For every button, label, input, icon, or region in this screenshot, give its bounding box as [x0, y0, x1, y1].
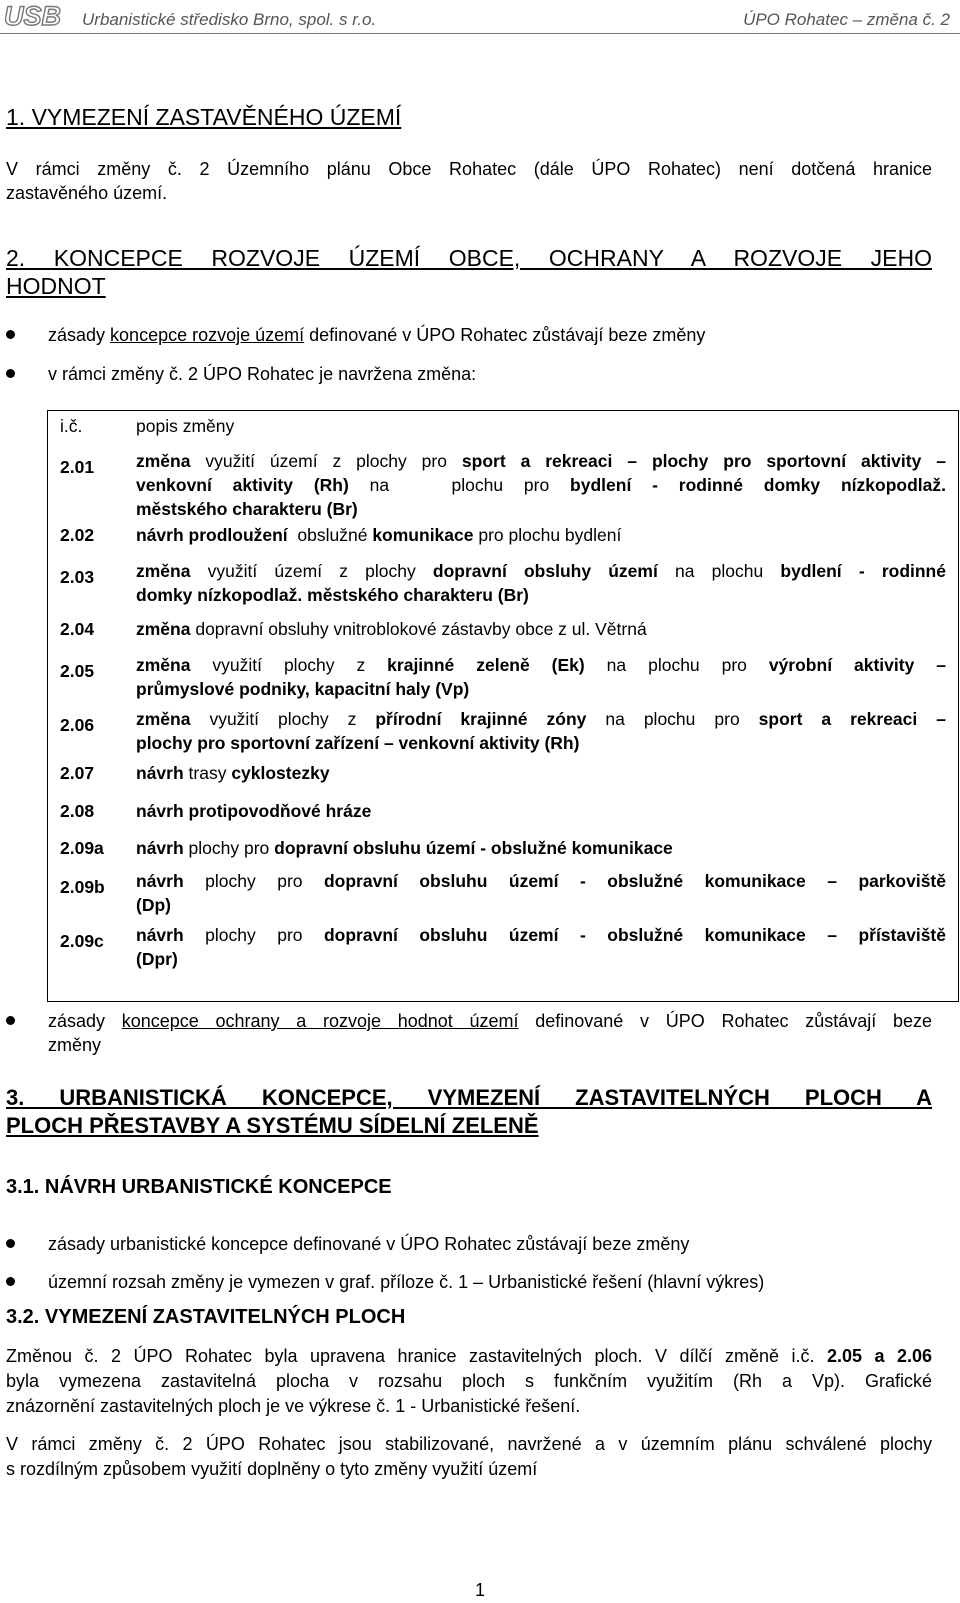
description-bold-text: domky nízkopodlaž. městského charakteru (Br): [136, 585, 529, 605]
table-row-description-line: [136, 923, 946, 947]
table-row-id: 2.07: [60, 763, 95, 783]
description-text: plochy pro: [183, 925, 324, 945]
bullet-icon: [6, 1239, 15, 1248]
description-bold-text: dopravní obsluhy území: [432, 561, 658, 581]
description-text: plochy pro: [183, 871, 324, 891]
description-bold-text: (Dpr): [136, 949, 178, 969]
s2-bullet-3-line1: [48, 1009, 932, 1033]
description-bold-text: krajinné zeleně (Ek): [387, 655, 585, 675]
s1-paragraph-line1: V rámci změny č. 2 Územního plánu Obce Rohatec (dále ÚPO Rohatec) není dotčená hranice: [6, 159, 932, 179]
table-row-description-line: [136, 617, 946, 641]
description-bold-text: návrh: [136, 925, 184, 945]
table-row-description-line: [136, 497, 946, 521]
table-row-description-line: [136, 947, 946, 971]
table-row-description-line: [136, 473, 946, 497]
s3-paragraph-2-line2: s rozdílným způsobem využití doplněny o tyto změny využití území: [6, 1459, 538, 1479]
s2-bullet-1: [48, 323, 705, 347]
s2-bullet-2: v rámci změny č. 2 ÚPO Rohatec je navržena změna:: [48, 364, 477, 384]
table-row-description-line: [136, 653, 946, 677]
description-bold-text: sport a rekreaci – plochy pro sportovní aktivity –: [461, 451, 946, 471]
s3-p1-bold: 2.05 a 2.06: [826, 1346, 932, 1366]
table-header-description: popis změny: [136, 416, 235, 436]
description-bold-text: změna: [136, 709, 191, 729]
description-bold-text: výrobní aktivity –: [768, 655, 946, 675]
header-company: Urbanistické středisko Brno, spol. s r.o.: [82, 10, 377, 29]
table-row-description-line: [136, 677, 946, 701]
s2-bullet-1-underlined: koncepce rozvoje území: [110, 325, 305, 345]
description-text: využití území z plochy pro: [190, 451, 462, 471]
table-row-id: 2.06: [60, 715, 95, 735]
description-text: dopravní obsluhy vnitroblokové zástavby obce z ul. Větrná: [190, 619, 647, 639]
s3-p1-text: Změnou č. 2 ÚPO Rohatec byla upravena hranice zastavitelných ploch. V dílčí změně i.č.: [6, 1346, 827, 1366]
table-row-description-line: [136, 707, 946, 731]
description-bold-text: venkovní aktivity (Rh): [136, 475, 349, 495]
s3-paragraph-2-line1: V rámci změny č. 2 ÚPO Rohatec jsou stabilizované, navržené a v územním plánu schválené plochy: [6, 1434, 932, 1454]
description-bold-text: změna: [136, 619, 191, 639]
description-bold-text: návrh: [136, 763, 184, 783]
description-bold-text: návrh: [136, 871, 184, 891]
s2-bullet-3-pre: zásady: [48, 1011, 122, 1031]
table-row-description-line: [136, 761, 946, 785]
table-row-id: 2.09a: [60, 838, 104, 858]
page-number: 1: [474, 1580, 485, 1600]
table-row-description-line: [136, 869, 946, 893]
header-divider: [0, 33, 960, 34]
table-row-description-line: [136, 799, 946, 823]
description-text: pro plochu bydlení: [473, 525, 622, 545]
section-2-title-line1: 2. KONCEPCE ROZVOJE ÚZEMÍ OBCE, OCHRANY A ROZVOJE JEHO: [6, 245, 932, 271]
s2-bullet-1-post: definované v ÚPO Rohatec zůstávají beze změny: [304, 325, 706, 345]
description-bold-text: přírodní krajinné zóny: [375, 709, 587, 729]
table-row-description-line: [136, 523, 946, 547]
bullet-icon: [6, 330, 15, 339]
table-row-description-line: [136, 583, 946, 607]
header-document: ÚPO Rohatec – změna č. 2: [743, 10, 950, 29]
description-bold-text: bydlení - rodinné: [780, 561, 946, 581]
subsection-3-1-title: 3.1. NÁVRH URBANISTICKÉ KONCEPCE: [6, 1176, 392, 1198]
s3-bullet-2: územní rozsah změny je vymezen v graf. příloze č. 1 – Urbanistické řešení (hlavní výkres): [48, 1272, 765, 1292]
description-bold-text: návrh protipovodňové hráze: [136, 801, 372, 821]
s3-paragraph-1-line1: [6, 1344, 932, 1369]
subsection-3-2-title: 3.2. VYMEZENÍ ZASTAVITELNÝCH PLOCH: [6, 1306, 406, 1328]
table-row-description-line: [136, 893, 946, 917]
description-bold-text: cyklostezky: [231, 763, 330, 783]
description-text: na plochu pro: [348, 475, 571, 495]
table-row-description-line: [136, 559, 946, 583]
description-bold-text: změna: [136, 451, 191, 471]
description-text: na plochu: [657, 561, 781, 581]
s2-bullet-3-post: definované v ÚPO Rohatec zůstávají beze: [518, 1011, 932, 1031]
s3-bullet-1: zásady urbanistické koncepce definované v ÚPO Rohatec zůstávají beze změny: [48, 1234, 690, 1254]
s3-paragraph-1-line3: znázornění zastavitelných ploch je ve výkrese č. 1 - Urbanistické řešení.: [6, 1396, 581, 1416]
section-3-title-line1: 3. URBANISTICKÁ KONCEPCE, VYMEZENÍ ZASTAVITELNÝCH PLOCH A: [6, 1085, 932, 1110]
s2-bullet-3-underlined: koncepce ochrany a rozvoje hodnot území: [121, 1011, 519, 1031]
table-row-id: 2.02: [60, 525, 95, 545]
table-row-description-line: [136, 731, 946, 755]
description-text: využití plochy z: [190, 655, 388, 675]
table-row-id: 2.03: [60, 567, 95, 587]
table-row-description-line: [136, 449, 946, 473]
bullet-icon: [6, 1016, 15, 1025]
description-text: plochy pro: [183, 838, 275, 858]
section-1-title: 1. VYMEZENÍ ZASTAVĚNÉHO ÚZEMÍ: [6, 104, 402, 130]
section-3-title-line2: PLOCH PŘESTAVBY A SYSTÉMU SÍDELNÍ ZELENĚ: [6, 1113, 539, 1138]
s1-paragraph-line2: zastavěného území.: [6, 183, 168, 203]
table-row-id: 2.09c: [60, 931, 104, 951]
bullet-icon: [6, 369, 15, 378]
description-bold-text: (Dp): [136, 895, 171, 915]
description-bold-text: změna: [136, 655, 191, 675]
description-bold-text: komunikace: [372, 525, 474, 545]
section-2-title-line2: HODNOT: [6, 273, 106, 299]
description-text: trasy: [183, 763, 232, 783]
s2-bullet-3-line2: změny: [48, 1035, 102, 1055]
description-bold-text: změna: [136, 561, 191, 581]
description-text: využití území z plochy: [190, 561, 433, 581]
description-bold-text: sport a rekreaci –: [758, 709, 946, 729]
company-logo: [2, 0, 77, 30]
table-header-id: i.č.: [60, 416, 83, 436]
description-bold-text: dopravní obsluhu území - obslužné komunikace – přístaviště: [323, 925, 946, 945]
table-row-id: 2.05: [60, 661, 95, 681]
s3-paragraph-1-line2: byla vymezena zastavitelná plocha v rozsahu ploch s funkčním využitím (Rh a Vp). Grafické: [6, 1371, 932, 1391]
table-row-id: 2.04: [60, 619, 95, 639]
logo-text: USB: [4, 1, 62, 30]
description-bold-text: plochy pro sportovní zařízení – venkovní aktivity (Rh): [136, 733, 580, 753]
description-text: obslužné: [287, 525, 373, 545]
s2-bullet-1-pre: zásady: [48, 325, 111, 345]
description-bold-text: bydlení - rodinné domky nízkopodlaž.: [570, 475, 946, 495]
description-text: na plochu pro: [584, 655, 769, 675]
changes-table: [47, 410, 959, 1002]
description-bold-text: návrh prodloužení: [136, 525, 288, 545]
description-bold-text: dopravní obsluhu území - obslužné komunikace: [274, 838, 673, 858]
description-bold-text: dopravní obsluhu území - obslužné komunikace – parkoviště: [323, 871, 946, 891]
description-text: využití plochy z: [190, 709, 376, 729]
description-bold-text: průmyslové podniky, kapacitní haly (Vp): [136, 679, 470, 699]
table-row-id: 2.01: [60, 457, 95, 477]
table-row-description-line: [136, 836, 946, 860]
table-row-id: 2.08: [60, 801, 95, 821]
bullet-icon: [6, 1277, 15, 1286]
description-text: na plochu pro: [586, 709, 759, 729]
table-row-id: 2.09b: [60, 877, 105, 897]
description-bold-text: městského charakteru (Br): [136, 499, 358, 519]
description-bold-text: návrh: [136, 838, 184, 858]
